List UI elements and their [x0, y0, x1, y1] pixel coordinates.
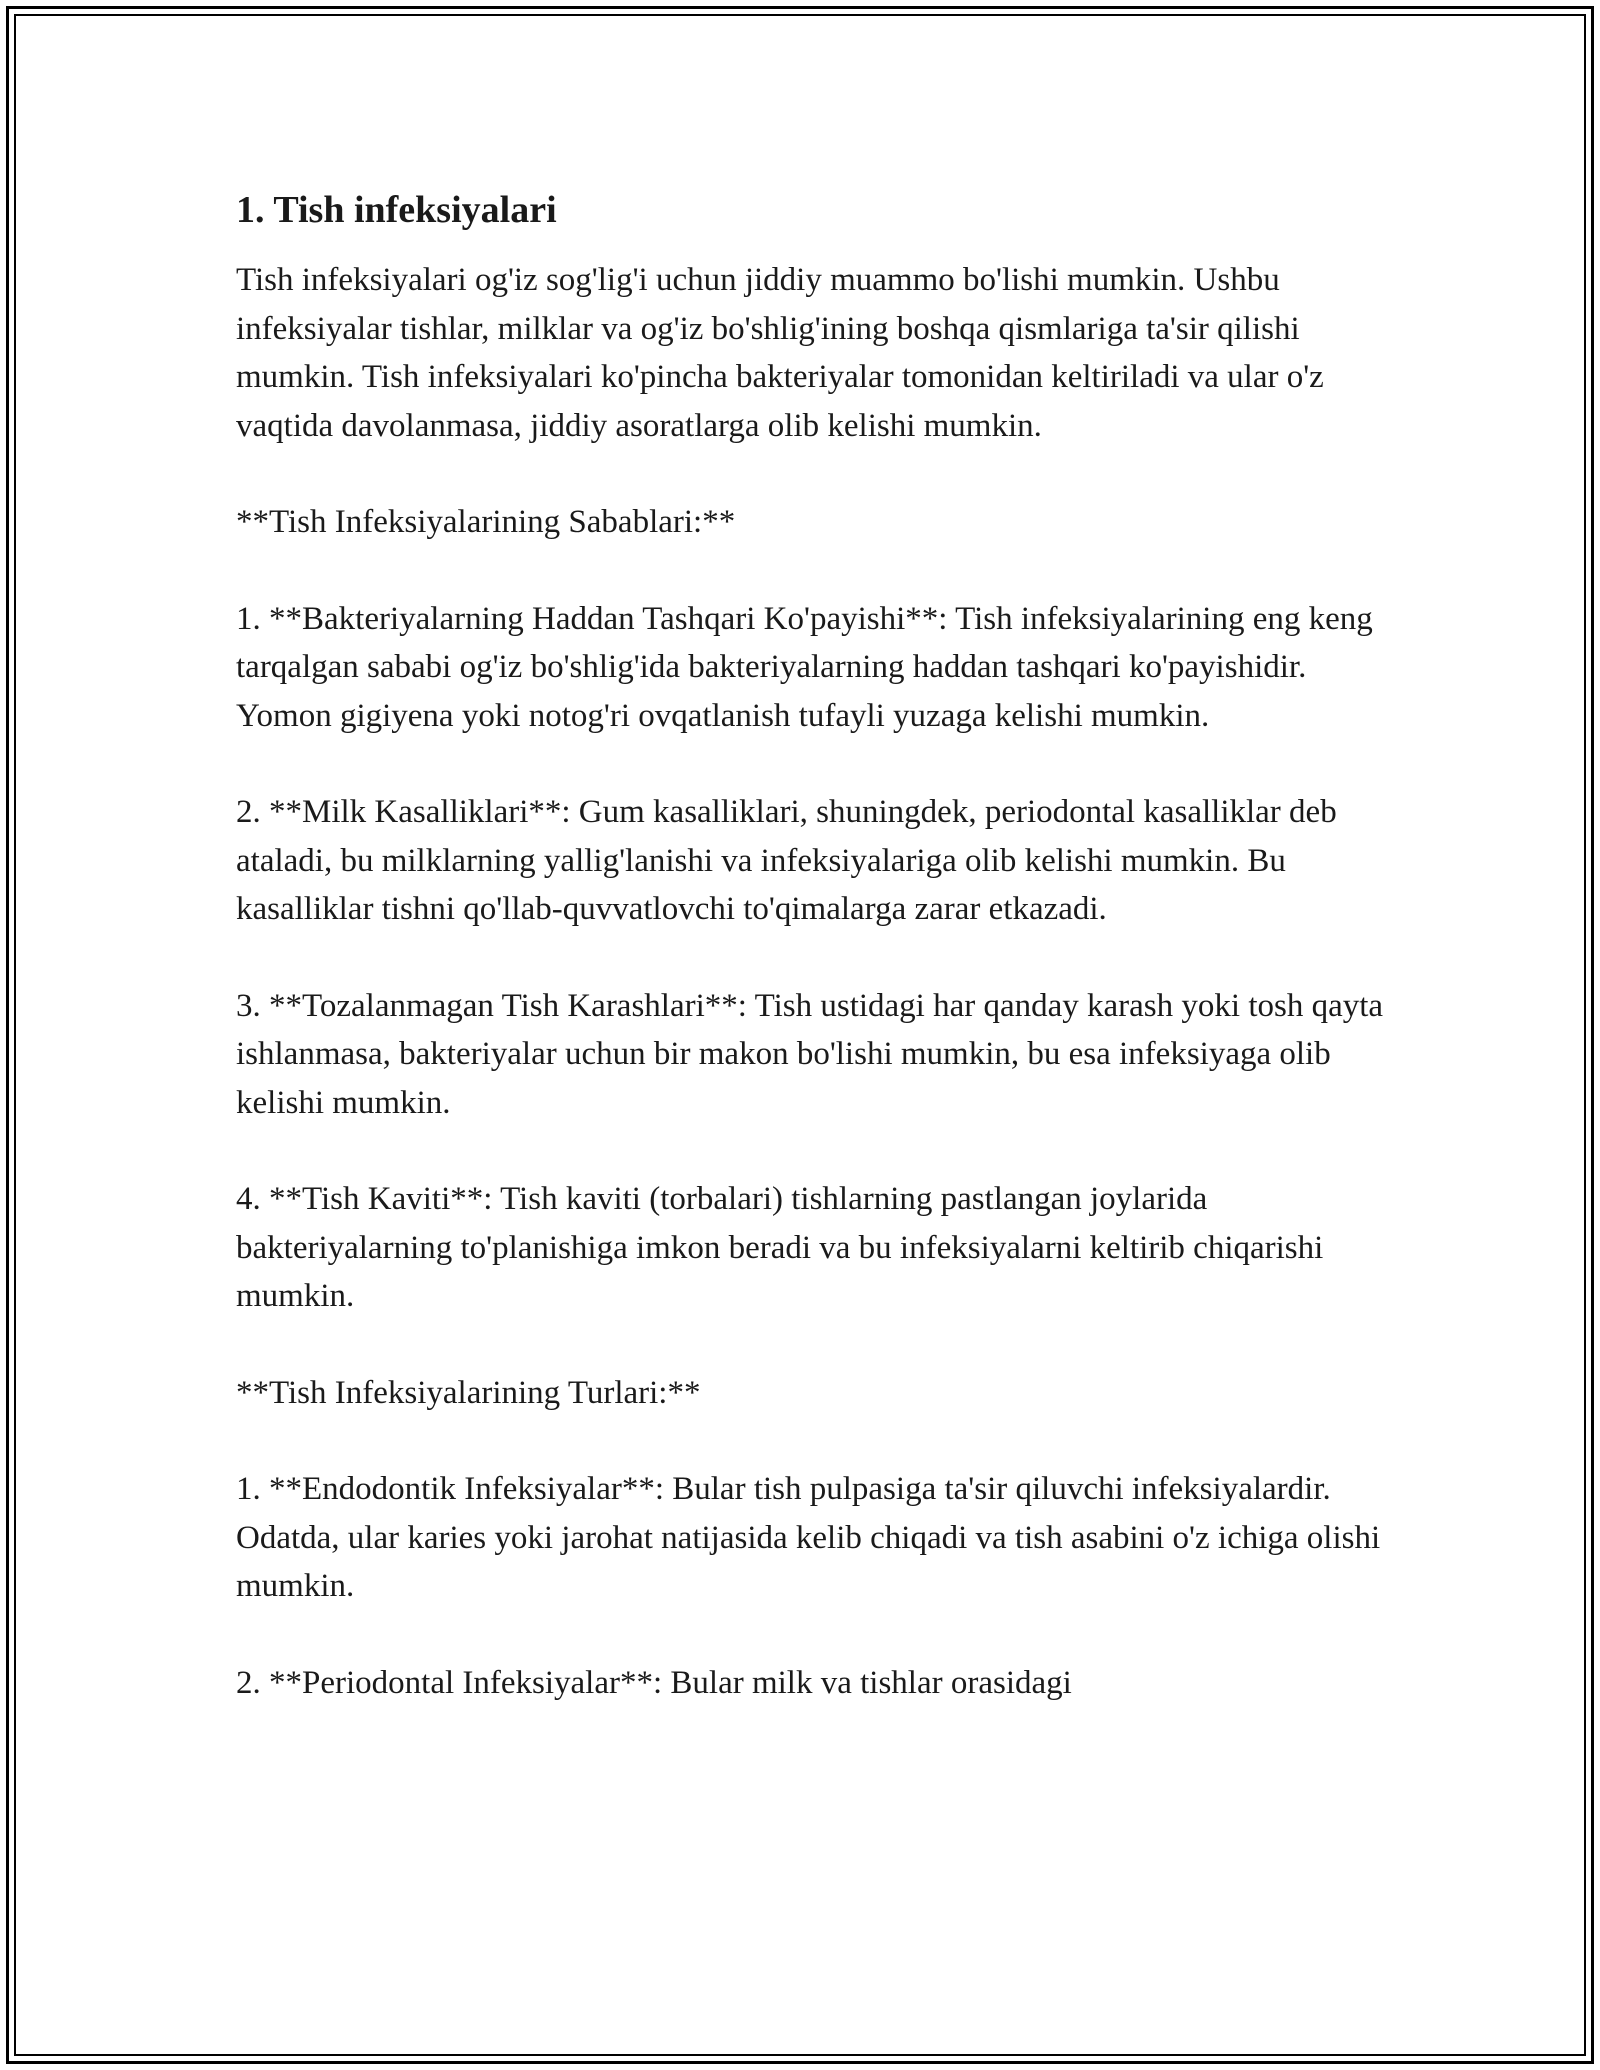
- list-item-cause-2: 2. **Milk Kasalliklari**: Gum kasalliklari, shuningdek, periodontal kasalliklar deb ataladi, bu milklarning yallig'lanishi va infeksiyalariga olib kelishi mumkin. Bu kasalliklar tishni qo'llab-quvvatlovchi to'qimalarga zarar etkazadi.: [236, 794, 1337, 927]
- section-heading-causes: **Tish Infeksiyalarining Sabablari:**: [236, 504, 736, 540]
- intro-paragraph: Tish infeksiyalari og'iz sog'lig'i uchun jiddiy muammo bo'lishi mumkin. Ushbu infeksiyalar tishlar, milklar va og'iz bo'shlig'ining boshqa qismlariga ta'sir qilishi mumkin. Tish infeksiyalari ko'pincha bakteriyalar tomonidan keltiriladi va ular o'z vaqtida davolanmasa, jiddiy asoratlarga olib kelishi mumkin.: [236, 262, 1324, 444]
- section-heading-types: **Tish Infeksiyalarining Turlari:**: [236, 1374, 701, 1411]
- document-title: 1. Tish infeksiyalari: [236, 189, 557, 231]
- list-item-type-2: 2. **Periodontal Infeksiyalar**: Bular milk va tishlar orasidagi: [236, 1664, 1072, 1701]
- list-item-cause-3: 3. **Tozalanmagan Tish Karashlari**: Tish ustidagi har qanday karash yoki tosh qayta ishlanmasa, bakteriyalar uchun bir makon bo'lishi mumkin, bu esa infeksiyaga olib kelishi mumkin.: [236, 987, 1384, 1121]
- list-item-cause-4: 4. **Tish Kaviti**: Tish kaviti (torbalari) tishlarning pastlangan joylarida bakteriyalarning to'planishiga imkon beradi va bu infeksiyalarni keltirib chiqarishi mumkin.: [236, 1181, 1324, 1314]
- list-item-cause-1: 1. **Bakteriyalarning Haddan Tashqari Ko'payishi**: Tish infeksiyalarining eng keng tarqalgan sababi og'iz bo'shlig'ida bakteriyalarning haddan tashqari ko'payishidir. Yomon gigiyena yoki notog'ri ovqatlanish tufayli yuzaga kelishi mumkin.: [236, 600, 1373, 734]
- list-item-type-1: 1. **Endodontik Infeksiyalar**: Bular tish pulpasiga ta'sir qiluvchi infeksiyalardir. Odatda, ular karies yoki jarohat natijasida kelib chiqadi va tish asabini o'z ichiga olishi mumkin.: [236, 1471, 1381, 1604]
- document-body: [236, 186, 1386, 1755]
